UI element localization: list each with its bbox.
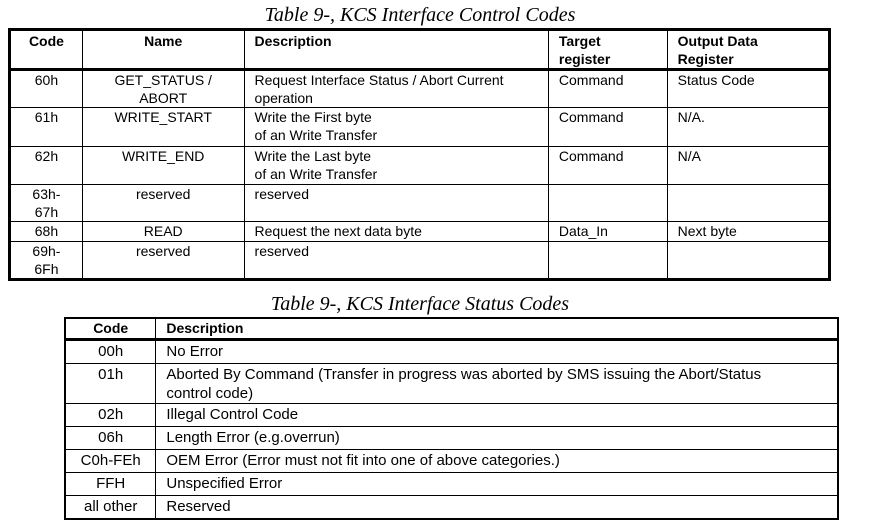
cell-target: Data_In [548, 222, 667, 242]
cell-code: 63h-67h [10, 185, 83, 222]
desc-line2: operation [254, 90, 313, 106]
table-row [65, 473, 838, 496]
cell-name: reserved [82, 242, 244, 280]
cell-name: WRITE_START [82, 108, 244, 147]
cell-code: 62h [10, 147, 83, 185]
desc-line1: Write the Last byte [254, 148, 371, 164]
header-output-register [667, 30, 829, 70]
table-row [10, 108, 830, 147]
table-header-row [65, 318, 838, 340]
cell-code: C0h-FEh [65, 450, 156, 473]
cell-description: Illegal Control Code [156, 404, 838, 427]
control-table-caption: Table 9-, KCS Interface Control Codes [264, 4, 576, 26]
cell-description: Reserved [156, 496, 838, 520]
table-row [10, 222, 830, 242]
cell-code: 60h [10, 70, 83, 108]
desc-line2: of an Write Transfer [254, 127, 378, 143]
header-name: Name [82, 30, 244, 70]
desc-line1: Aborted By Command (Transfer in progress was aborted by SMS issuing the Abort/Status [166, 366, 762, 383]
cell-description [244, 70, 548, 108]
header-code: Code [10, 30, 83, 70]
cell-target [548, 242, 667, 280]
cell-output [667, 185, 829, 222]
cell-name: WRITE_END [82, 147, 244, 185]
table-row [65, 496, 838, 520]
table-row [65, 404, 838, 427]
desc-line1: Request Interface Status / Abort Current [254, 72, 504, 88]
cell-code: 00h [65, 340, 156, 364]
table-header-row [10, 30, 830, 70]
cell-name: READ [82, 222, 244, 242]
table-row [10, 147, 830, 185]
table-row [10, 70, 830, 108]
status-table-caption: Table 9-, KCS Interface Status Codes [270, 293, 570, 315]
cell-name: reserved [82, 185, 244, 222]
cell-code: 01h [65, 364, 156, 404]
name-line1: GET_STATUS / [114, 72, 212, 88]
cell-code: 61h [10, 108, 83, 147]
desc-line1: Write the First byte [254, 109, 372, 125]
cell-description [156, 364, 838, 404]
cell-description: reserved [244, 185, 548, 222]
cell-code: 06h [65, 427, 156, 450]
cell-target: Command [548, 108, 667, 147]
header-target-line2: register [558, 51, 611, 67]
cell-description [244, 147, 548, 185]
header-description: Description [244, 30, 548, 70]
cell-description: Length Error (e.g.overrun) [156, 427, 838, 450]
cell-output: Status Code [667, 70, 829, 108]
header-code: Code [65, 318, 156, 340]
cell-description: Unspecified Error [156, 473, 838, 496]
desc-line2: control code) [166, 385, 254, 402]
table-row [65, 427, 838, 450]
cell-name [82, 70, 244, 108]
cell-code: FFH [65, 473, 156, 496]
kcs-status-codes-table [64, 317, 839, 520]
cell-output [667, 242, 829, 280]
code-line2: 6Fh [34, 261, 59, 277]
header-target-line1: Target [558, 33, 601, 49]
table-row [10, 185, 830, 222]
header-output-line2: Register [677, 51, 734, 67]
cell-output: Next byte [667, 222, 829, 242]
cell-description: OEM Error (Error must not fit into one of above categories.) [156, 450, 838, 473]
code-line1: 69h- [32, 243, 61, 259]
table-row [65, 340, 838, 364]
cell-description: reserved [244, 242, 548, 280]
cell-target [548, 185, 667, 222]
cell-output: N/A. [667, 108, 829, 147]
cell-description [244, 108, 548, 147]
cell-description: Request the next data byte [244, 222, 548, 242]
name-line2: ABORT [139, 90, 188, 106]
table-row [65, 450, 838, 473]
cell-code: 68h [10, 222, 83, 242]
table-row [65, 364, 838, 404]
cell-code: 02h [65, 404, 156, 427]
cell-code [10, 242, 83, 280]
header-description: Description [156, 318, 838, 340]
cell-target: Command [548, 70, 667, 108]
header-output-line1: Output Data [677, 33, 758, 49]
desc-line2: of an Write Transfer [254, 166, 378, 182]
table-row [10, 242, 830, 280]
kcs-control-codes-table [8, 28, 831, 281]
cell-output: N/A [667, 147, 829, 185]
cell-target: Command [548, 147, 667, 185]
header-target-register [548, 30, 667, 70]
cell-description: No Error [156, 340, 838, 364]
cell-code: all other [65, 496, 156, 520]
